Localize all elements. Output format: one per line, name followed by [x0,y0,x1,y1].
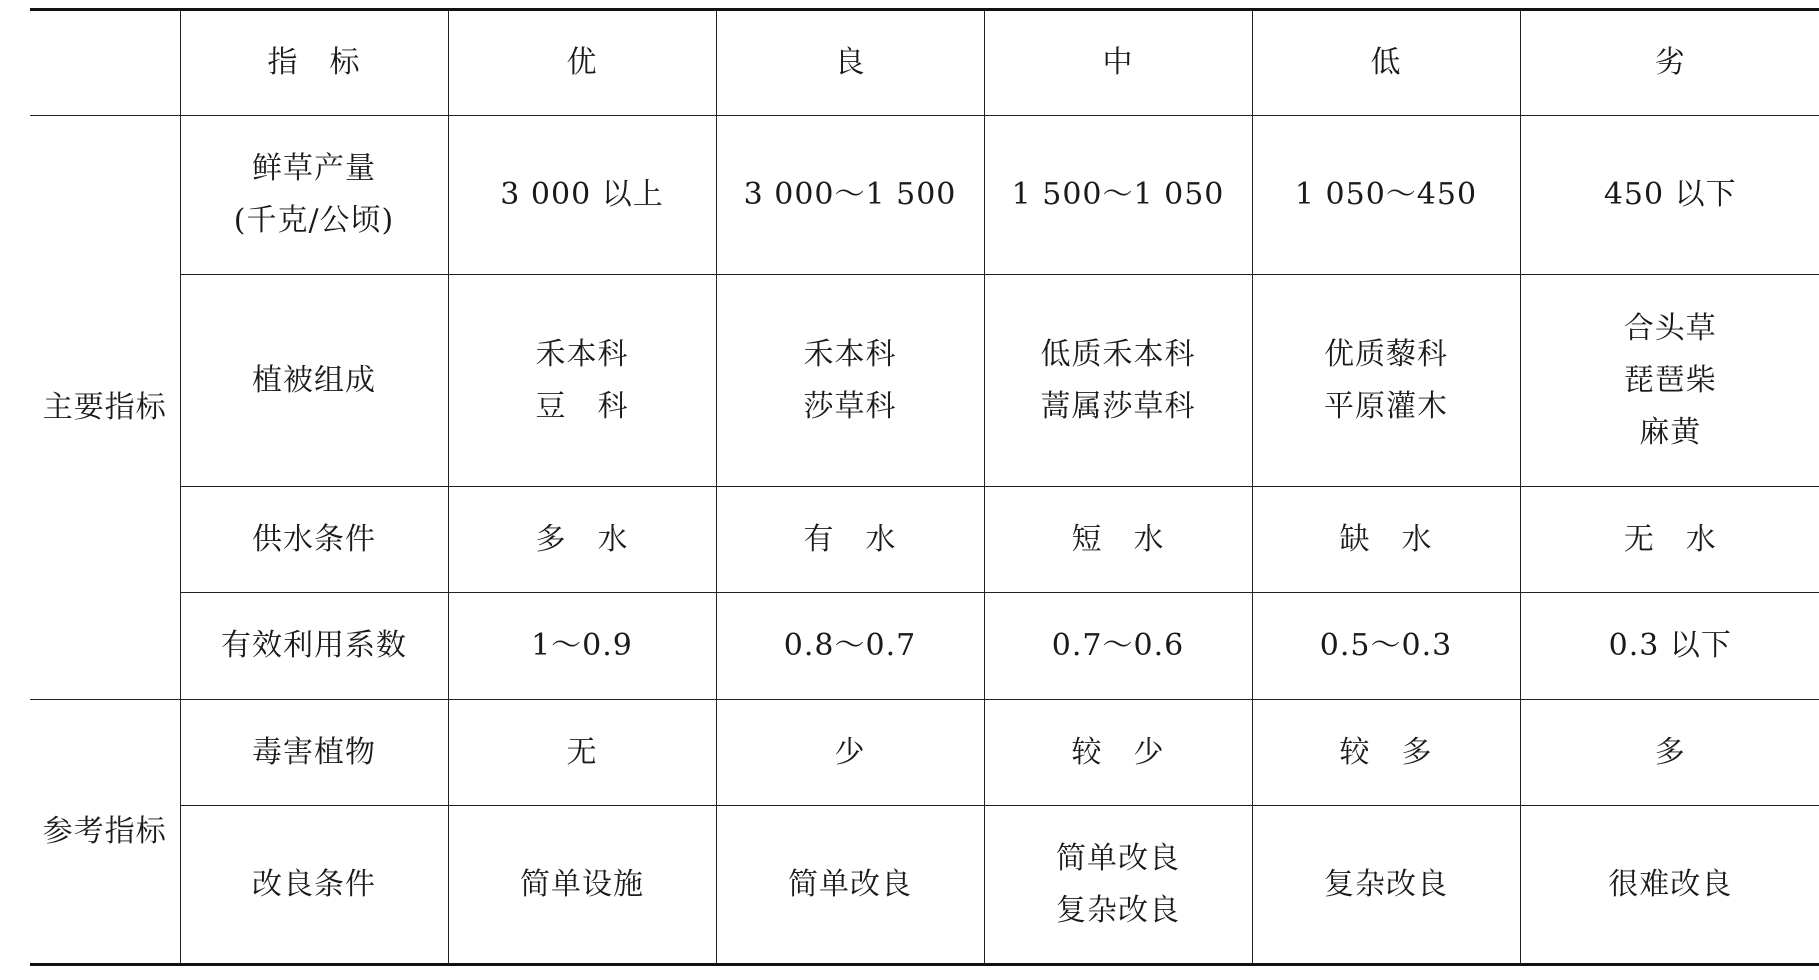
indicator-cell: 有效利用系数 [180,593,448,700]
header-corner-cell [30,10,180,116]
value-cell: 优质藜科 平原灌木 [1252,275,1520,487]
value-cell: 较 少 [984,700,1252,806]
indicator-cell: 植被组成 [180,275,448,487]
grade-table [30,8,1819,966]
value-cell: 较 多 [1252,700,1520,806]
table-row [30,275,1819,487]
value-cell: 多 [1520,700,1819,806]
header-grade-medium: 中 [984,10,1252,116]
value-cell: 简单改良 复杂改良 [984,806,1252,965]
value-cell: 0.8～0.7 [716,593,984,700]
header-row [30,10,1819,116]
value-cell: 450 以下 [1520,116,1819,275]
value-cell: 无 [448,700,716,806]
value-cell: 短 水 [984,487,1252,593]
value-cell: 0.5～0.3 [1252,593,1520,700]
indicator-cell: 鲜草产量 (千克/公顷) [180,116,448,275]
value-cell: 3 000 以上 [448,116,716,275]
indicator-cell: 供水条件 [180,487,448,593]
table-row [30,806,1819,965]
header-indicator-cell: 指 标 [180,10,448,116]
header-grade-poor: 劣 [1520,10,1819,116]
table-row [30,116,1819,275]
value-cell: 有 水 [716,487,984,593]
value-cell: 简单设施 [448,806,716,965]
indicator-cell: 改良条件 [180,806,448,965]
value-cell: 低质禾本科 蒿属莎草科 [984,275,1252,487]
table-row [30,700,1819,806]
value-cell: 复杂改良 [1252,806,1520,965]
value-cell: 多 水 [448,487,716,593]
value-cell: 缺 水 [1252,487,1520,593]
header-grade-low: 低 [1252,10,1520,116]
value-cell: 1 500～1 050 [984,116,1252,275]
value-cell: 少 [716,700,984,806]
group-main-indicators: 主要指标 [30,116,180,700]
value-cell: 0.7～0.6 [984,593,1252,700]
value-cell: 简单改良 [716,806,984,965]
indicator-cell: 毒害植物 [180,700,448,806]
value-cell: 无 水 [1520,487,1819,593]
value-cell: 1～0.9 [448,593,716,700]
header-grade-excellent: 优 [448,10,716,116]
value-cell: 禾本科 莎草科 [716,275,984,487]
group-reference-indicators: 参考指标 [30,700,180,965]
table-row [30,593,1819,700]
value-cell: 1 050～450 [1252,116,1520,275]
value-cell: 合头草 琵琶柴 麻黄 [1520,275,1819,487]
header-grade-good: 良 [716,10,984,116]
value-cell: 3 000～1 500 [716,116,984,275]
value-cell: 很难改良 [1520,806,1819,965]
value-cell: 0.3 以下 [1520,593,1819,700]
table-row [30,487,1819,593]
value-cell: 禾本科 豆 科 [448,275,716,487]
